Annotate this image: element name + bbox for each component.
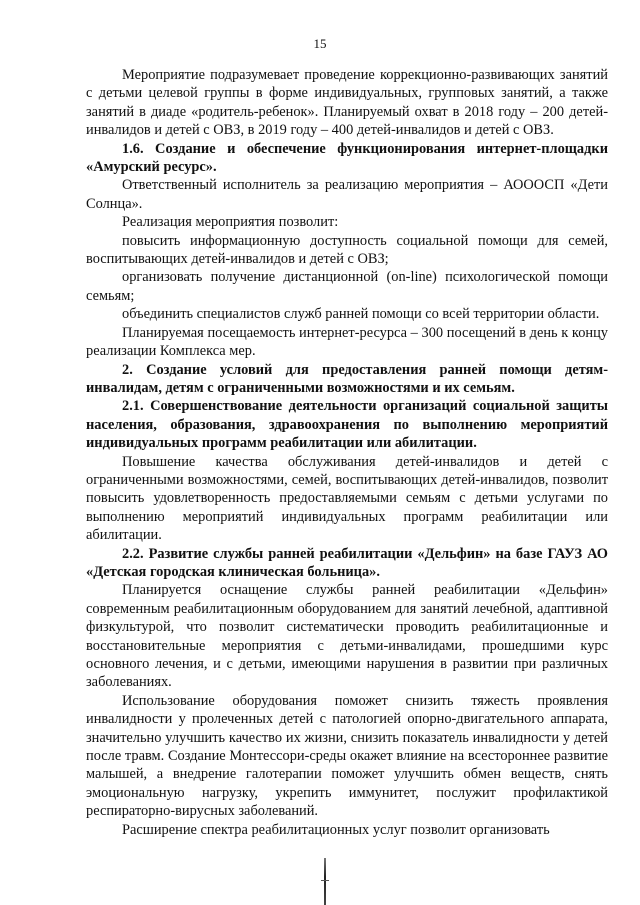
paragraph-unite-specialists: объединить специалистов служб ранней помощи со всей территории области. [122,306,600,323]
paragraph-implementation-intro: Реализация мероприятия позволит: [122,214,339,231]
heading-2-early-help: 2. Создание условий для предоставления ранней помощи детям-инвалидам, детям с ограниченными возможностями и их семьям. [86,361,608,396]
paragraph-service-quality: Повышение качества обслуживания детей-инвалидов и детей с ограниченными возможностями, семей, воспитывающих детей-инвалидов, позволит повысить удовлетворенность предоставляемыми семьям с детьми услугами по выполнению мероприятий индивидуальных программ реабилитации или абилитации. [86,453,608,544]
page-number: 15 [313,36,327,51]
paragraph-expansion-services: Расширение спектра реабилитационных услуг позволит организовать [122,821,550,838]
paragraph-dolphin-equipment: Планируется оснащение службы ранней реабилитации «Дельфин» современным реабилитационным оборудованием для занятий лечебной, адаптивной физкультурой, что позволит систематически проводить реабилитационные и восстановительные мероприятия с детьми-инвалидами, прошедшими курс основного лечения, и с детьми, имеющими нарушения в развитии при различных заболеваниях. [86,582,608,691]
binding-tick [321,880,329,881]
paragraph-planned-attendance: Планируемая посещаемость интернет-ресурса – 300 посещений в день к концу реализации Комплекса мер. [86,324,608,360]
heading-1-6-internet-platform: 1.6. Создание и обеспечение функционирования интернет-площадки «Амурский ресурс». [86,140,608,176]
paragraph-equipment-use: Использование оборудования поможет снизить тяжесть проявления инвалидности у пролеченных детей с патологией опорно-двигательного аппарата, значительно улучшить качество их жизни, снизить показатель инвалидности у детей после травм. Создание Монтессори-среды окажет влияние на всестороннее развитие малышей, а внедрение галотерапии поможет улучшить обмен веществ, снять эмоциональную нагрузку, укрепить иммунитет, послужит профилактикой респираторно-вирусных заболеваний. [86,692,608,820]
heading-2-1-improvement: 2.1. Совершенствование деятельности организаций социальной защиты населения, образования, здравоохранения по выполнению мероприятий индивидуальных программ реабилитации или абилитации. [86,398,608,452]
paragraph-increase-accessibility: повысить информационную доступность социальной помощи для семей, воспитывающих детей-инвалидов и детей с ОВЗ; [86,232,608,268]
paragraph-responsible-executor: Ответственный исполнитель за реализацию мероприятия – АОООСП «Дети Солнца». [86,177,608,212]
paragraph-online-help: организовать получение дистанционной (on-line) психологической помощи семьям; [86,269,608,304]
binding-mark [324,858,326,905]
paragraph-correction-classes: Мероприятие подразумевает проведение коррекционно-развивающих занятий с детьми целевой группы в форме индивидуальных, групповых занятий, а также занятий в диаде «родитель-ребенок». Планируемый охват в 2018 году – 200 детей-инвалидов и детей с ОВЗ, в 2019 году – 400 детей-инвалидов и детей с ОВЗ. [86,67,608,139]
heading-2-2-dolphin-service: 2.2. Развитие службы ранней реабилитации «Дельфин» на базе ГАУЗ АО «Детская городская клиническая больница». [86,545,608,580]
document-body [86,66,608,839]
